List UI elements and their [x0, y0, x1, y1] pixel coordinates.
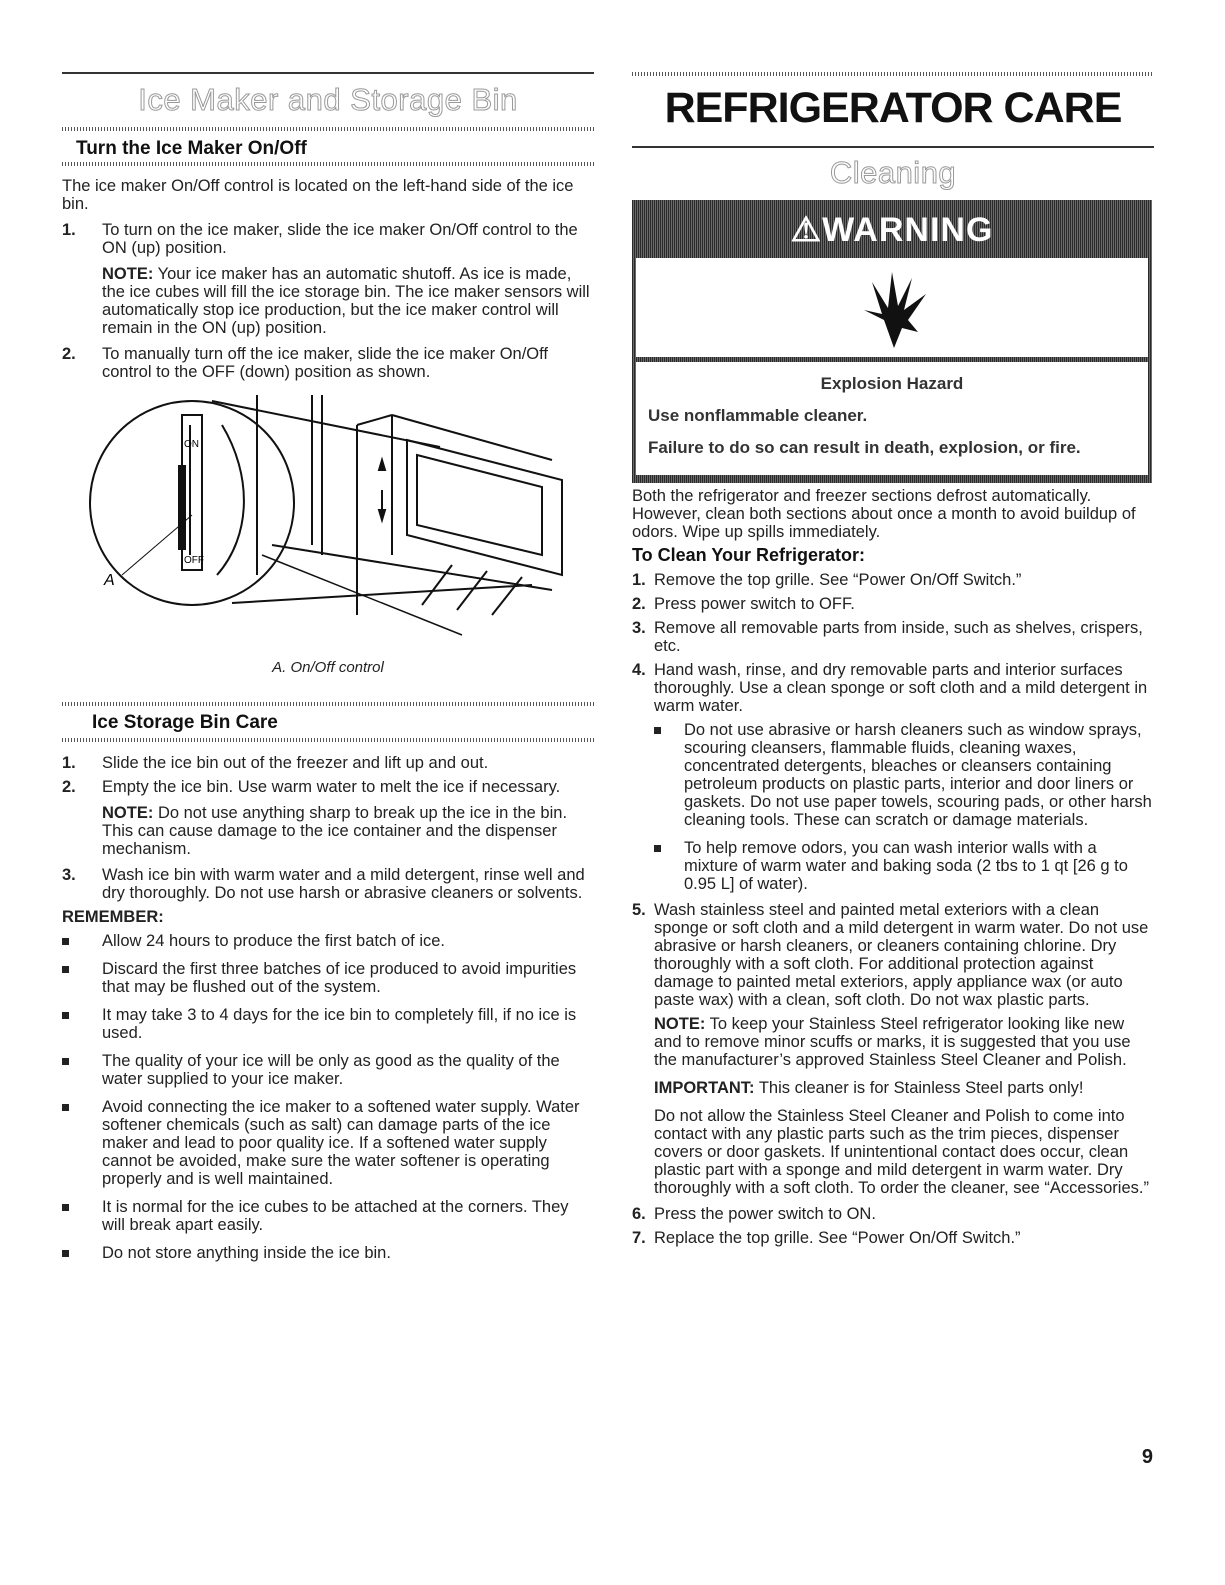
step-text: Replace the top grille. See “Power On/Off Switch.”: [654, 1229, 1021, 1247]
step-text: Remove all removable parts from inside, such as shelves, crispers, etc.: [654, 619, 1143, 655]
off-label: OFF: [184, 555, 204, 566]
note-paragraph: [62, 265, 592, 337]
intro-paragraph: The ice maker On/Off control is located on the left-hand side of the ice bin.: [62, 177, 574, 213]
cleaning-intro: Both the refrigerator and freezer sections defrost automatically. However, clean both sections about once a month to avoid buildup of odors. Wipe up spills immediately.: [632, 487, 1136, 541]
list-item: [632, 901, 1154, 1009]
step-number: 1.: [62, 221, 76, 239]
bullet-text: Do not store anything inside the ice bin.: [102, 1244, 391, 1262]
list-item: [632, 721, 1154, 829]
turn-on-off-steps: [62, 221, 592, 381]
bullet: [654, 727, 661, 734]
list-item: [62, 866, 592, 902]
warning-line-2: Failure to do so can result in death, explosion, or fire.: [648, 438, 1081, 457]
note-paragraph: [632, 1015, 1154, 1069]
warning-box: [632, 200, 1152, 483]
warning-line-1: Use nonflammable cleaner.: [648, 406, 868, 425]
warning-symbol-panel: [636, 258, 1148, 357]
note-text: Your ice maker has an automatic shutoff. As ice is made, the ice cubes will fill the ice storage bin. The ice maker sensors will automatically stop ice production, but the ice maker control will remain in the ON (up) position.: [102, 265, 590, 337]
list-item: [62, 1244, 592, 1262]
bullet-text: Discard the first three batches of ice produced to avoid impurities that may be flushed out of the system.: [102, 960, 577, 996]
list-item: [632, 661, 1154, 715]
remember-label: REMEMBER:: [62, 908, 164, 926]
note-label: NOTE:: [102, 265, 154, 283]
step-number: 4.: [632, 661, 646, 679]
list-item: [632, 619, 1154, 655]
clean-heading: To Clean Your Refrigerator:: [632, 545, 866, 565]
list-item: [632, 571, 1154, 589]
step-number: 3.: [62, 866, 76, 884]
list-item: [62, 345, 592, 381]
bullet-text: It is normal for the ice cubes to be attached at the corners. They will break apart easily.: [102, 1198, 569, 1234]
hazard-title: Explosion Hazard: [820, 374, 964, 393]
list-item: [62, 1198, 592, 1234]
step-text: To turn on the ice maker, slide the ice maker On/Off control to the ON (up) position.: [102, 221, 578, 257]
step-number: 1.: [632, 571, 646, 589]
step-number: 6.: [632, 1205, 646, 1223]
step-text: Slide the ice bin out of the freezer and lift up and out.: [102, 754, 489, 772]
clean-steps: [632, 571, 1154, 1247]
step-text: To manually turn off the ice maker, slide the ice maker On/Off control to the OFF (down) position as shown.: [102, 345, 549, 381]
step-text: Empty the ice bin. Use warm water to melt the ice if necessary.: [102, 778, 561, 796]
bullet-text: Allow 24 hours to produce the first batch of ice.: [102, 932, 446, 950]
important-label: IMPORTANT:: [654, 1079, 755, 1097]
ice-maker-control-figure: [82, 385, 582, 650]
bullet-text: Avoid connecting the ice maker to a softened water supply. Water softener chemicals (such as salt) can damage parts of the ice maker and lead to poor quality ice. If a softened water supply cannot be avoided, make sure the water softener is operating properly and is well maintained.: [102, 1098, 580, 1188]
list-item: [62, 1006, 592, 1042]
important-text: This cleaner is for Stainless Steel parts only!: [758, 1079, 1084, 1097]
title-rule: [632, 146, 1154, 148]
list-item: [62, 932, 592, 950]
hatch-rule: [62, 738, 594, 742]
step-text: Wash stainless steel and painted metal exteriors with a clean sponge or soft cloth and a mild detergent in warm water. Do not use abrasive or harsh cleaners, or cleaners containing chlorine. Dry thoroughly with a soft cloth. For additional protection against damage to painted metal exteriors, apply appliance wax (or auto paste wax) with a clean, soft cloth. Do not wax plastic parts.: [654, 901, 1149, 1009]
step-text: Hand wash, rinse, and dry removable parts and interior surfaces thoroughly. Use a clean sponge or soft cloth and a mild detergent in warm water.: [654, 661, 1148, 715]
bullet: [62, 966, 69, 973]
hatch-rule: [632, 72, 1154, 76]
note-paragraph: [62, 804, 592, 858]
step-number: 2.: [62, 778, 76, 796]
bin-care-heading: Ice Storage Bin Care: [92, 712, 278, 733]
bullet-text: The quality of your ice will be only as good as the quality of the water supplied to your ice maker.: [102, 1052, 560, 1088]
hatch-rule: [62, 162, 594, 166]
warning-header: [632, 200, 1152, 258]
cleaning-title: Cleaning: [829, 155, 957, 190]
warning-label: WARNING: [822, 211, 994, 249]
important-paragraph: [632, 1079, 1154, 1097]
bullet: [62, 938, 69, 945]
callout-a: A: [104, 572, 115, 589]
plastic-note: Do not allow the Stainless Steel Cleaner and Polish to come into contact with any plastic parts such as the trim pieces, dispenser covers or door gaskets. If unintentional contact does occur, clean plastic part with a sponge and mild detergent in warm water. Dry thoroughly with a soft cloth. To order the cleaner, see “Accessories.”: [654, 1107, 1149, 1197]
note-text: Do not use anything sharp to break up the ice in the bin. This can cause damage to the ice container and the dispenser mechanism.: [102, 804, 568, 858]
note-label: NOTE:: [102, 804, 154, 822]
step-number: 2.: [632, 595, 646, 613]
list-item: [632, 839, 1154, 893]
bullet: [62, 1250, 69, 1257]
bullet-text: It may take 3 to 4 days for the ice bin to completely fill, if no ice is used.: [102, 1006, 577, 1042]
bullet: [654, 845, 661, 852]
step-text: Remove the top grille. See “Power On/Off Switch.”: [654, 571, 1022, 589]
bullet: [62, 1204, 69, 1211]
list-item: [62, 1098, 592, 1188]
list-item: [632, 1229, 1154, 1247]
bullet: [62, 1104, 69, 1111]
list-item: [62, 221, 592, 257]
note-label: NOTE:: [654, 1015, 706, 1033]
bin-care-steps: [62, 754, 592, 1262]
step-number: 1.: [62, 754, 76, 772]
bullet-text: To help remove odors, you can wash interior walls with a mixture of warm water and baking soda (2 tbs to 1 qt [26 g to 0.95 L] of water).: [684, 839, 1128, 893]
top-rule: [62, 72, 594, 74]
list-item: [632, 1205, 1154, 1223]
step-number: 7.: [632, 1229, 646, 1247]
step-text: Wash ice bin with warm water and a mild detergent, rinse well and dry thoroughly. Do not use harsh or abrasive cleaners or solvents.: [102, 866, 585, 902]
list-item: [62, 778, 592, 796]
bullet-text: Do not use abrasive or harsh cleaners such as window sprays, scouring cleansers, flammable fluids, cleaning waxes, concentrated detergents, bleaches or cleansers containing petroleum products on plastic parts, interior and door liners or gaskets. Do not use paper towels, scouring pads, or other harsh cleaning tools. These can scratch or damage materials.: [684, 721, 1152, 829]
warning-text-panel: [636, 362, 1148, 475]
step-number: 3.: [632, 619, 646, 637]
hatch-rule: [62, 127, 594, 131]
list-item: [62, 1052, 592, 1088]
hatch-rule: [62, 702, 594, 706]
bullet: [62, 1058, 69, 1065]
note-text: To keep your Stainless Steel refrigerator looking like new and to remove minor scuffs or marks, it is suggested that you use the manufacturer’s approved Stainless Steel Cleaner and Polish.: [654, 1015, 1131, 1069]
page-title: REFRIGERATOR CARE: [664, 84, 1122, 132]
list-item: [62, 754, 592, 772]
turn-on-off-heading: Turn the Ice Maker On/Off: [76, 138, 307, 159]
warning-triangle-icon: ⚠: [790, 211, 823, 249]
list-item: [632, 595, 1154, 613]
step-number: 2.: [62, 345, 76, 363]
section-title: Ice Maker and Storage Bin: [138, 82, 518, 117]
on-label: ON: [184, 439, 199, 450]
step-text: Press the power switch to ON.: [654, 1205, 876, 1223]
page-number: 9: [1141, 1446, 1153, 1468]
list-item: [62, 960, 592, 996]
bullet: [62, 1012, 69, 1019]
step-text: Press power switch to OFF.: [654, 595, 855, 613]
explosion-icon: [854, 270, 934, 350]
step-number: 5.: [632, 901, 646, 919]
figure-caption: A. On/Off control: [272, 659, 384, 676]
